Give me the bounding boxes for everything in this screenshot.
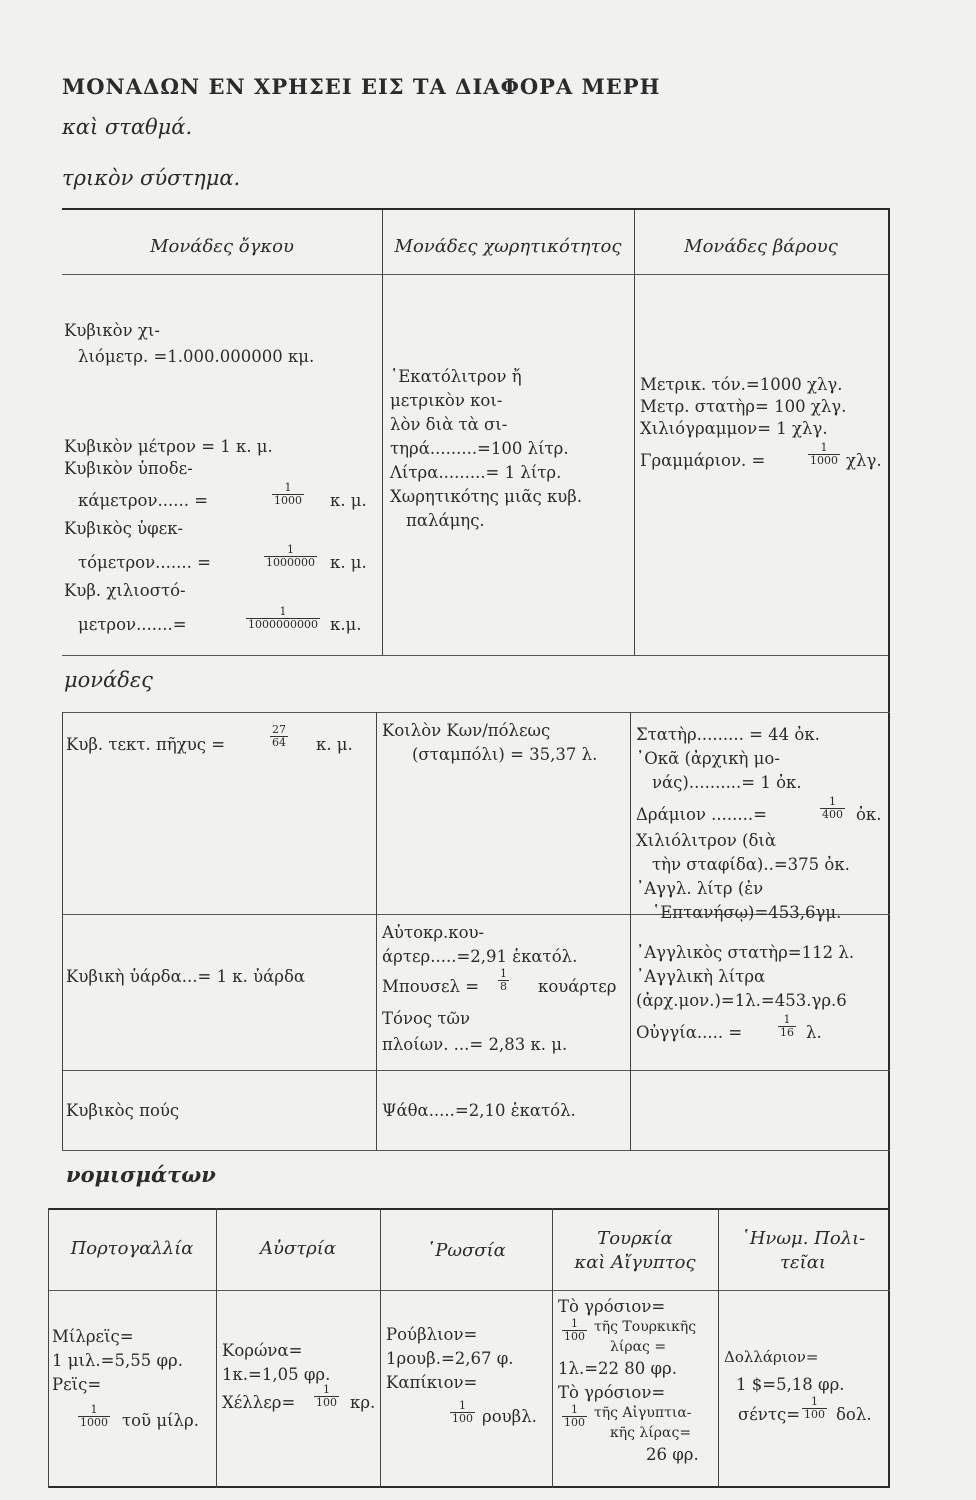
coin-line: τῆς Τουρκικῆς [594, 1319, 697, 1335]
subtitle-system: τρικὸν σύστημα. [62, 166, 241, 190]
local-capacity: Ψάθα.....=2,10 ἑκατόλ. [382, 1101, 576, 1120]
local-weight: λ. [806, 1023, 822, 1042]
fraction: $\frac{1}{100}$ [452, 1399, 473, 1425]
fraction: $\frac{1}{16}$ [780, 1013, 794, 1039]
subtitle-weights: καὶ σταθμά. [62, 115, 193, 139]
volume-line: Κυβ. χιλιοστό- [64, 581, 186, 600]
page-frame-right [888, 208, 890, 1488]
local-weight: ὀκ. [856, 805, 882, 824]
capacity-line: τηρά.........=100 λίτρ. [390, 439, 569, 458]
local-weight: Οὐγγία..... = [636, 1023, 743, 1042]
local-weight: (ἀρχ.μον.)=1λ.=453.γρ.6 [636, 991, 847, 1010]
coin-line: 1ρουβ.=2,67 φ. [386, 1349, 514, 1368]
fraction: $\frac{1}{1000}$ [810, 441, 838, 467]
table-rule [48, 1486, 890, 1488]
header-capacity: Μονάδες χωρητικότητος [394, 236, 622, 257]
local-weight: Στατὴρ......... = 44 ὀκ. [636, 725, 820, 744]
coin-line: Χέλλερ= [222, 1393, 296, 1412]
volume-line: Κυβικὸν χι- [64, 321, 160, 340]
local-capacity: Μπουσελ = [382, 977, 480, 996]
local-weight: ᾿Αγγλικὸς στατὴρ=112 λ. [636, 943, 855, 962]
table-rule [48, 1290, 890, 1291]
local-volume: κ. μ. [316, 735, 353, 754]
column-divider [634, 210, 635, 655]
table-rule [62, 712, 890, 713]
fraction: $\frac{1}{400}$ [822, 795, 843, 821]
local-weight: ῾Επτανήσῳ)=453,6γμ. [652, 903, 842, 922]
header-weight: Μονάδες βάρους [684, 236, 838, 257]
volume-line: κ. μ. [330, 491, 367, 510]
table-rule [62, 1070, 890, 1071]
coin-line: 1 $=5,18 φρ. [736, 1375, 845, 1394]
volume-line: μετρον.......= [78, 615, 187, 634]
local-weight: Δράμιον ........= [636, 805, 767, 824]
coin-line: Δολλάριον= [724, 1348, 819, 1366]
coin-line: ρουβλ. [482, 1407, 537, 1426]
coin-line: Ρεϊς= [52, 1375, 102, 1394]
coin-line: λίρας = [610, 1339, 667, 1355]
weight-line: Μετρικ. τόν.=1000 χλγ. [640, 375, 843, 394]
volume-line: Κυβικὸς ὑφεκ- [64, 519, 184, 538]
coin-line: Ρούβλιον= [386, 1325, 478, 1344]
local-capacity: κουάρτερ [538, 977, 617, 996]
section-heading: μονάδες [64, 668, 153, 692]
header-usa: ῾Ηνωμ. Πολι- [740, 1228, 866, 1249]
section-heading: νομισμάτων [66, 1162, 216, 1187]
local-capacity: Κοιλὸν Κων/πόλεως [382, 721, 551, 740]
capacity-line: παλάμης. [406, 511, 485, 530]
coin-line: Κορώνα= [222, 1341, 303, 1360]
coin-line: 1κ.=1,05 φρ. [222, 1365, 331, 1384]
local-weight: ᾿Αγγλ. λίτρ (ἐν [636, 879, 764, 898]
coin-line: κρ. [350, 1393, 376, 1412]
weight-line: Γραμμάριον. = [640, 451, 766, 470]
capacity-line: Χωρητικότης μιᾶς κυβ. [390, 487, 583, 506]
fraction: $\frac{1}{1000000000}$ [248, 605, 318, 631]
local-capacity: πλοίων. ...= 2,83 κ. μ. [382, 1035, 568, 1054]
coin-line: τῆς Αἰγυπτια- [594, 1405, 692, 1421]
volume-line: κ. μ. [330, 553, 367, 572]
local-weight: νάς)..........= 1 ὀκ. [652, 773, 802, 792]
fraction: $\frac{1}{100}$ [564, 1317, 585, 1343]
header-usa: τεῖαι [780, 1252, 826, 1273]
coin-line: κῆς λίρας= [610, 1425, 692, 1441]
fraction: $\frac{1}{1000000}$ [266, 543, 315, 569]
fraction: $\frac{1}{100}$ [316, 1383, 337, 1409]
local-capacity: άρτερ.....=2,91 ἑκατόλ. [382, 947, 578, 966]
local-weight: ᾿Αγγλικὴ λίτρα [636, 967, 766, 986]
column-divider [62, 712, 63, 1150]
table-rule [62, 208, 890, 210]
coin-line: τοῦ μίλρ. [122, 1411, 199, 1430]
header-austria: Αὐστρία [260, 1238, 336, 1259]
table-rule [62, 655, 890, 656]
weight-line: χλγ. [846, 451, 882, 470]
coin-line: Καπίκιον= [386, 1373, 478, 1392]
fraction: $\frac{27}{64}$ [272, 723, 286, 749]
column-divider [718, 1208, 719, 1488]
volume-line: κ.μ. [330, 615, 362, 634]
page-title: ΜΟΝΑΔΩΝ ΕΝ ΧΡΗΣΕΙ ΕΙΣ ΤΑ ΔΙΑΦΟΡΑ ΜΕΡΗ [62, 74, 661, 99]
coin-line: Μίλρεϊς= [52, 1327, 134, 1346]
volume-line: Κυβικὸν ὑποδε- [64, 459, 193, 478]
weight-line: Μετρ. στατὴρ= 100 χλγ. [640, 397, 847, 416]
fraction: $\frac{1}{1000}$ [80, 1403, 108, 1429]
volume-line: τόμετρον....... = [78, 553, 211, 572]
volume-line: κάμετρον...... = [78, 491, 209, 510]
local-capacity: Αὐτοκρ.κου- [382, 923, 485, 942]
local-weight: Χιλιόλιτρον (διὰ [636, 831, 777, 850]
coin-line: σέντς= [738, 1405, 801, 1424]
local-volume: Κυβικὸς πούς [66, 1101, 180, 1120]
weight-line: Χιλιόγραμμον= 1 χλγ. [640, 419, 828, 438]
fraction: $\frac{1}{100}$ [564, 1403, 585, 1429]
capacity-line: Λίτρα.........= 1 λίτρ. [390, 463, 562, 482]
fraction: $\frac{1}{8}$ [500, 967, 507, 993]
header-turkey: καὶ Αἴγυπτος [574, 1252, 696, 1273]
capacity-line: ῾Εκατόλιτρον ἤ [390, 367, 522, 386]
column-divider [382, 210, 383, 655]
capacity-line: μετρικὸν κοι- [390, 391, 503, 410]
coin-line: 26 φρ. [646, 1445, 699, 1464]
local-volume: Κυβ. τεκτ. πῆχυς = [66, 735, 226, 754]
table-rule [62, 274, 890, 275]
header-russia: ῾Ρωσσία [426, 1240, 506, 1261]
coin-line: Τὸ γρόσιον= [558, 1297, 666, 1316]
table-rule [62, 1150, 890, 1151]
local-weight: τὴν σταφίδα)..=375 ὀκ. [652, 855, 850, 874]
coin-line: Τὸ γρόσιον= [558, 1383, 666, 1402]
header-portugal: Πορτογαλλία [70, 1238, 194, 1259]
coin-line: 1 μιλ.=5,55 φρ. [52, 1351, 183, 1370]
coin-line: 1λ.=22 80 φρ. [558, 1359, 678, 1378]
volume-line: Κυβικὸν μέτρον = 1 κ. μ. [64, 437, 273, 456]
local-volume: Κυβικὴ ὑάρδα...= 1 κ. ὑάρδα [66, 967, 306, 986]
column-divider [376, 712, 377, 1150]
fraction: $\frac{1}{100}$ [804, 1395, 825, 1421]
local-weight: ᾿Οκᾶ (ἀρχικὴ μο- [636, 749, 780, 768]
fraction: $\frac{1}{1000}$ [274, 481, 302, 507]
header-volume: Μονάδες ὄγκου [150, 236, 294, 257]
column-divider [552, 1208, 553, 1488]
column-divider [630, 712, 631, 1150]
header-turkey: Τουρκία [597, 1228, 673, 1249]
local-capacity: Τόνος τῶν [382, 1009, 471, 1028]
coin-line: δολ. [836, 1405, 872, 1424]
capacity-line: λὸν διὰ τὰ σι- [390, 415, 508, 434]
local-capacity: (σταμπόλι) = 35,37 λ. [412, 745, 598, 764]
table-rule [48, 1208, 890, 1210]
volume-line: λιόμετρ. =1.000.000000 κμ. [78, 347, 315, 366]
